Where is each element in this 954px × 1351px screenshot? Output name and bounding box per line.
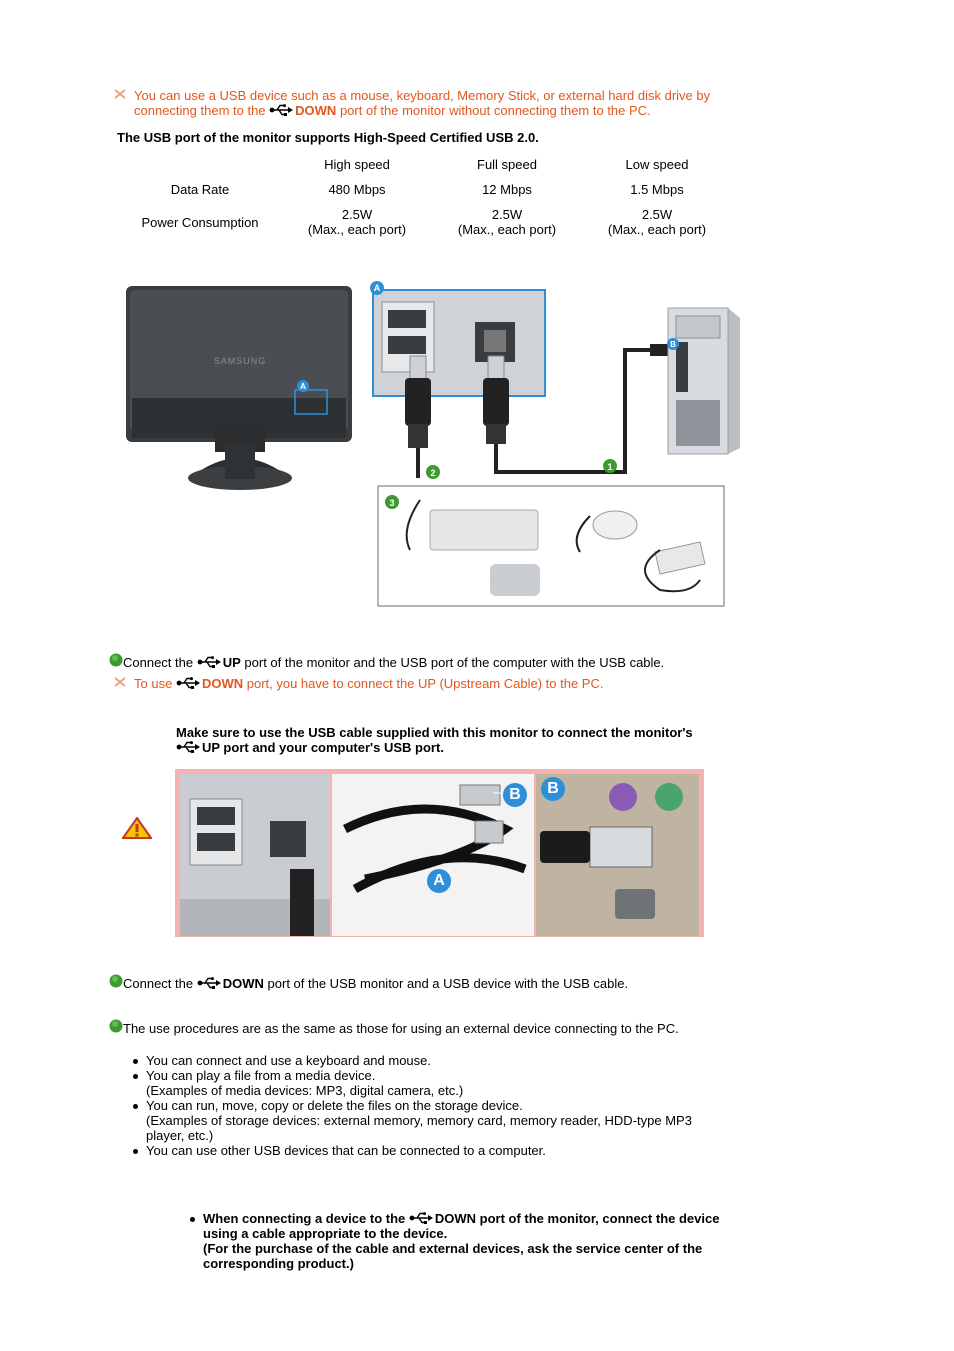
list-item-text: You can use other USB devices that can be connected to a computer. — [146, 1143, 546, 1158]
cable-photo — [175, 769, 704, 937]
step1-pre: Connect the — [123, 655, 194, 670]
note1-pre: connecting them to the — [134, 103, 266, 118]
note1-line1: You can use a USB device such as a mouse, keyboard, Memory Stick, or external hard disk drive by — [134, 88, 711, 103]
list-item-text: You can run, move, copy or delete the files on the storage device. — [146, 1098, 523, 1113]
step2-post: port of the USB monitor and a USB device with the USB cable. — [267, 976, 629, 991]
port-closeup — [373, 290, 545, 396]
list-item-subtext: (Examples of storage devices: external memory, memory card, memory reader, HDD-type MP3 — [146, 1113, 692, 1128]
note-x-icon — [113, 87, 127, 101]
final-note-line2: using a cable appropriate to the device. — [203, 1226, 448, 1241]
callout-a-small — [297, 380, 309, 392]
spec-cell — [282, 202, 432, 242]
spec-header-low: Low speed — [625, 156, 689, 172]
final-note-line1 — [203, 1211, 719, 1226]
callout-a-large — [370, 281, 384, 295]
list-item-text: You can play a file from a media device. — [146, 1068, 376, 1083]
note-x-icon — [113, 675, 127, 689]
usb-icon — [176, 741, 200, 753]
photo-label-b: B — [503, 783, 527, 807]
spec-value: 2.5W — [491, 207, 523, 222]
usb-icon — [409, 1212, 433, 1224]
usb-connection-diagram — [120, 278, 745, 610]
spec-label: Data Rate — [170, 181, 230, 197]
usb-icon — [197, 977, 221, 989]
spec-value: 2.5W — [641, 207, 673, 222]
spec-cell: 12 Mbps — [482, 181, 532, 197]
monitor-back-illustration — [126, 286, 352, 490]
cable-photo-svg — [175, 769, 704, 937]
step1-note-pre: To use — [134, 676, 173, 691]
final-note-line3: (For the purchase of the cable and external devices, ask the service center of the — [203, 1241, 703, 1256]
callout-a-small-label: A — [300, 382, 306, 391]
step1-note-post: port, you have to connect the UP (Upstream Cable) to the PC. — [246, 676, 604, 691]
caution-line2-text: UP port and your computer's USB port. — [202, 740, 444, 755]
spec-value: 2.5W — [341, 207, 373, 222]
list-item-subtext: player, etc.) — [146, 1128, 214, 1143]
note1-line2 — [134, 103, 651, 118]
usb-icon — [176, 677, 200, 689]
spec-sub: (Max., each port) — [457, 222, 557, 237]
step2-port: DOWN — [222, 976, 264, 991]
marker-2-label: 2 — [430, 468, 436, 478]
callout-b-label: B — [670, 340, 676, 349]
photo-label-a: A — [427, 869, 451, 893]
list-item — [187, 1211, 719, 1271]
final-note-line4: corresponding product.) — [203, 1256, 354, 1271]
monitor-brand: SAMSUNG — [213, 356, 267, 366]
marker-2 — [426, 465, 440, 479]
list-item — [130, 1098, 692, 1143]
photo-label-b2: B — [541, 777, 565, 801]
list-item — [130, 1053, 692, 1068]
list-item — [130, 1068, 692, 1098]
caution-line1: Make sure to use the USB cable supplied with this monitor to connect the monitor's — [176, 725, 693, 740]
step1-post: port of the monitor and the USB port of the computer with the USB cable. — [244, 655, 665, 670]
note1-port: DOWN — [295, 103, 337, 118]
list-item — [130, 1143, 692, 1158]
final-note-pre: When connecting a device to the — [203, 1211, 406, 1226]
marker-3-label: 3 — [389, 498, 395, 508]
usage-bullet-list — [130, 1053, 692, 1158]
callout-a-large-label: A — [373, 283, 381, 293]
step2-text — [123, 976, 628, 991]
spec-header-row — [118, 152, 732, 176]
usb-devices-box — [378, 486, 724, 606]
usb-icon — [269, 104, 293, 116]
spec-row-power — [118, 202, 732, 242]
spec-cell — [432, 202, 582, 242]
spec-header-full: Full speed — [477, 156, 537, 172]
step3-text: The use procedures are as the same as those for using an external device connecting to the PC. — [123, 1021, 679, 1036]
step1-port: UP — [222, 655, 241, 670]
list-item-subtext: (Examples of media devices: MP3, digital camera, etc.) — [146, 1083, 464, 1098]
step1-green-icon — [109, 653, 123, 667]
marker-1-label: 1 — [607, 462, 613, 472]
spec-sub: (Max., each port) — [307, 222, 407, 237]
step2-pre: Connect the — [123, 976, 194, 991]
step1-note — [134, 676, 603, 691]
spec-sub: (Max., each port) — [607, 222, 707, 237]
note1-post: port of the monitor without connecting them to the PC. — [339, 103, 651, 118]
spec-cell: 1.5 Mbps — [630, 181, 684, 197]
list-item-text: You can connect and use a keyboard and mouse. — [146, 1053, 432, 1068]
pc-tower-illustration — [668, 308, 740, 454]
spec-cell: 480 Mbps — [328, 181, 386, 197]
spec-table — [118, 152, 732, 242]
caution-line2 — [176, 740, 444, 755]
warning-icon — [122, 817, 152, 839]
spec-label: Power Consumption — [141, 214, 259, 230]
final-note-post: DOWN port of the monitor, connect the device — [434, 1211, 720, 1226]
spec-cell — [582, 202, 732, 242]
step3-green-icon — [109, 1019, 123, 1033]
final-note-list — [187, 1211, 719, 1271]
support-heading: The USB port of the monitor supports High-Speed Certified USB 2.0. — [117, 130, 539, 145]
marker-3 — [385, 495, 399, 509]
spec-row-data-rate — [118, 176, 732, 202]
usb-icon — [197, 656, 221, 668]
spec-header-empty — [118, 152, 282, 176]
step2-green-icon — [109, 974, 123, 988]
step1-text — [123, 655, 664, 670]
step1-note-port: DOWN — [201, 676, 244, 691]
callout-b — [667, 338, 679, 350]
spec-header-high: High speed — [324, 156, 390, 172]
marker-1 — [603, 459, 617, 473]
